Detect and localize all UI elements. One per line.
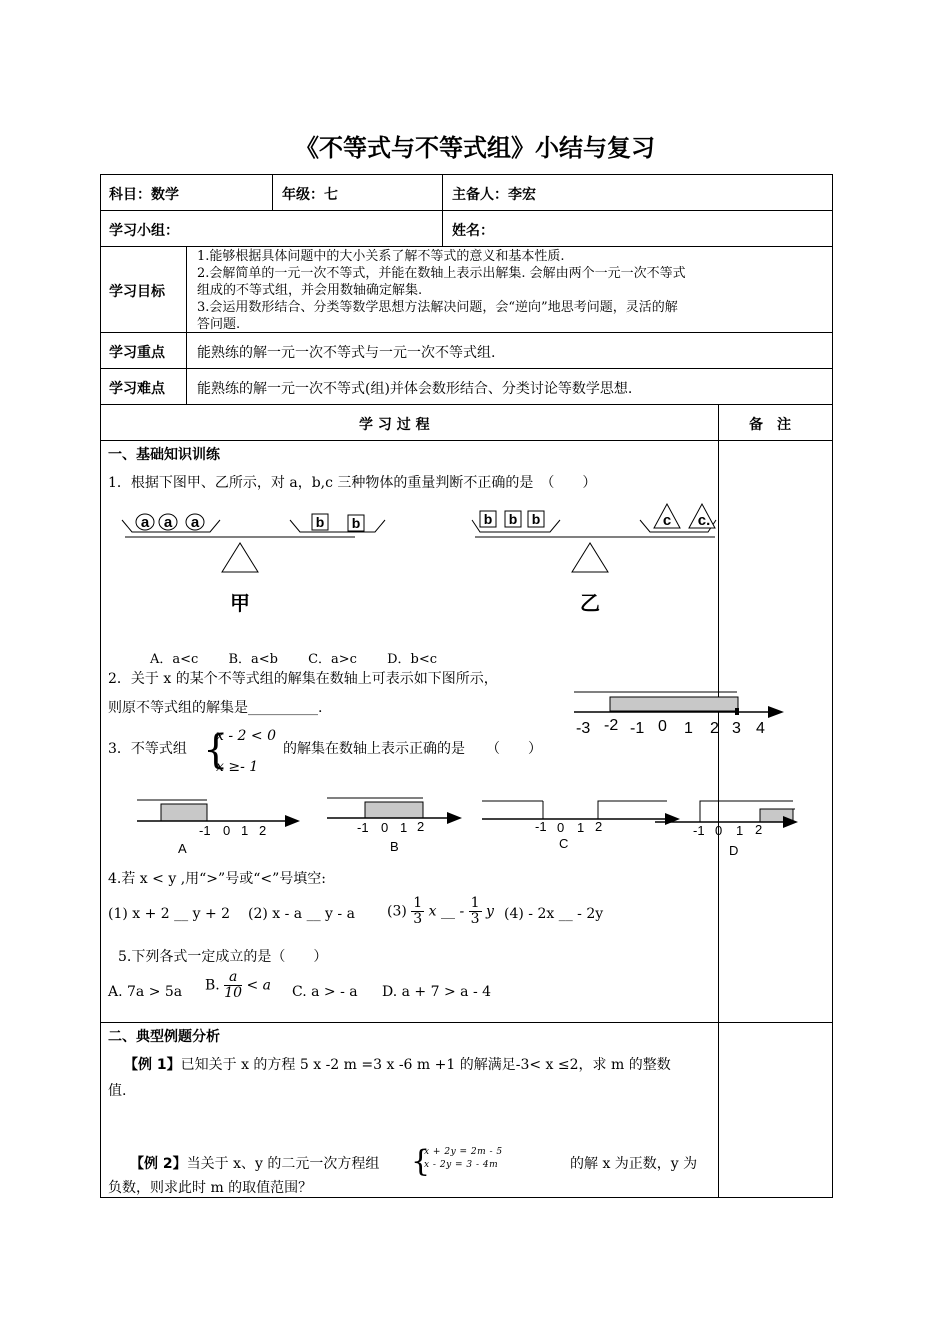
c-lbl--1: -1 — [535, 819, 547, 834]
a-lbl--1: -1 — [199, 823, 211, 838]
focus-text: 能熟练的解一元一次不等式与一元一次不等式组. — [197, 345, 496, 361]
goals-text: 1.能够根据具体问题中的大小关系了解不等式的意义和基本性质. 2.会解简单的一元一次不等式，并能在数轴上表示出解集. 会解由两个一元一次不等式 组成的不等式组，并会用数轴确定解集. 3.会运用数形结合、分类等数学思想方法解决问题，会“逆向”地思考问题，灵活的解 答问题. — [197, 249, 686, 332]
q2-label--1: -1 — [630, 720, 645, 737]
a-lbl-2: 2 — [259, 823, 267, 838]
grade-cell: 年级：七 — [282, 187, 338, 203]
q3-system-eq1: x - 2 < 0 — [216, 728, 276, 744]
d-lbl-2: 2 — [755, 822, 763, 837]
q5-option-b: B. $\frac{a}{10}$ < a — [205, 969, 272, 1001]
choice-d-line — [655, 801, 798, 858]
b-lbl--1: -1 — [357, 820, 369, 835]
q2-arrow — [768, 706, 784, 718]
q3-number-lines — [135, 795, 815, 865]
q4-part3-end: y — [486, 903, 494, 920]
q5-option-a: A. 7a > 5a — [108, 984, 183, 1000]
q2-number-line — [572, 688, 792, 738]
subject-cell: 科目：数学 — [109, 187, 179, 203]
notes-header: 备 注 — [749, 417, 791, 433]
q4-part3-prefix: (3) — [387, 903, 407, 920]
q4-part2: (2) x - a __ y - a — [248, 906, 355, 922]
b-lbl-1: 1 — [400, 820, 408, 835]
weight-b2-label: b — [351, 515, 361, 531]
choice-c-label: C — [559, 836, 569, 851]
scale-jia — [122, 514, 385, 615]
goals-label: 学习目标 — [109, 284, 165, 300]
weight-a1-label: a — [140, 514, 150, 531]
q1-stem: 1．根据下图甲、乙所示，对 a，b,c 三种物体的重量判断不正确的是 （ ） — [108, 475, 597, 491]
q4-part4: (4) - 2x __ - 2y — [504, 906, 604, 922]
q2-shaded-region — [610, 697, 738, 711]
q2-label-3: 3 — [732, 720, 741, 737]
q2-line2: 则原不等式组的解集是__________. — [108, 700, 323, 716]
focus-label: 学习重点 — [109, 345, 165, 361]
choice-b-line — [327, 798, 462, 854]
example2-post: 的解 x 为正数，y 为 — [570, 1156, 698, 1172]
balance-scales-figure — [100, 500, 720, 620]
choice-d-label: D — [729, 843, 739, 858]
q3-prefix: 3．不等式组 — [108, 741, 187, 757]
example2-tag: 【例 2】 — [130, 1156, 187, 1172]
c-lbl-0: 0 — [557, 820, 565, 835]
weight-c2-label: c. — [697, 512, 711, 529]
b-lbl-2: 2 — [417, 819, 425, 834]
page-title: 《不等式与不等式组》小结与复习 — [295, 134, 655, 162]
q5-option-d: D. a + 7 > a - 4 — [382, 984, 492, 1000]
a-lbl-1: 1 — [241, 823, 249, 838]
d-lbl-1: 1 — [736, 823, 744, 838]
weight-b5-label: b — [531, 511, 541, 527]
example2 — [130, 1153, 379, 1173]
d-lbl-0: 0 — [715, 823, 723, 838]
q3-suffix: 的解集在数轴上表示正确的是 （ ） — [283, 741, 542, 757]
difficulty-label: 学习难点 — [109, 381, 165, 397]
weight-a3-label: a — [190, 514, 200, 531]
q3-system-eq2: x ≥- 1 — [216, 759, 259, 775]
name-cell: 姓名： — [452, 223, 494, 239]
section1-title: 一、基础知识训练 — [108, 447, 220, 463]
choice-b-label: B — [390, 839, 399, 854]
choice-a-line — [137, 800, 300, 856]
example1-line1: 已知关于 x 的方程 5 x -2 m =3 x -6 m +1 的解满足-3< x ≤2，求 m 的整数 — [180, 1057, 671, 1073]
q2-label-2: 2 — [710, 720, 719, 737]
q5-stem: 5.下列各式一定成立的是（ ） — [118, 949, 328, 965]
weight-b1-label: b — [315, 514, 325, 530]
caption-yi: 乙 — [580, 593, 600, 615]
q2-label--3: -3 — [576, 720, 591, 737]
c-lbl-2: 2 — [595, 819, 603, 834]
c-lbl-1: 1 — [577, 820, 585, 835]
q5-frac: $\frac{a}{10}$ — [224, 969, 243, 1001]
a-lbl-0: 0 — [223, 823, 231, 838]
weight-b4-label: b — [508, 511, 518, 527]
q2-line1: 2．关于 x 的某个不等式组的解集在数轴上可表示如下图所示， — [108, 671, 498, 687]
weight-c1-label: c — [662, 512, 672, 529]
q2-label--2: -2 — [604, 717, 619, 734]
d-lbl--1: -1 — [693, 823, 705, 838]
q2-label-4: 4 — [756, 720, 765, 737]
q5-option-c: C. a > - a — [292, 984, 358, 1000]
b-lbl-0: 0 — [381, 820, 389, 835]
example2-eq1: x + 2y = 2m - 5 — [424, 1147, 503, 1157]
example2-eq2: x - 2y = 3 - 4m — [424, 1160, 499, 1170]
example1 — [124, 1054, 671, 1074]
q2-label-0: 0 — [658, 718, 667, 735]
q1-options: A．a<c B．a<b C．a>c D．b<c — [150, 652, 438, 667]
choice-c-line — [482, 801, 680, 851]
difficulty-text: 能熟练的解一元一次不等式(组)并体会数形结合、分类讨论等数学思想. — [197, 381, 633, 397]
section2-title: 二、典型例题分析 — [108, 1029, 220, 1045]
caption-jia: 甲 — [230, 593, 250, 615]
q4-part3-mid: x __ - — [428, 903, 465, 920]
example1-line2: 值. — [108, 1083, 127, 1099]
q2-label-1: 1 — [684, 720, 693, 737]
q2-endpoint — [735, 708, 739, 715]
q3-brace: { — [203, 727, 229, 773]
q4-frac2: $\frac{1}{3}$ — [470, 895, 480, 927]
q4-part3 — [387, 896, 494, 927]
example2-brace: { — [411, 1144, 431, 1179]
scale-yi — [472, 504, 716, 615]
preparer-cell: 主备人：李宏 — [452, 187, 536, 203]
example2-line2: 负数，则求此时 m 的取值范围？ — [108, 1180, 313, 1196]
weight-a2-label: a — [163, 514, 173, 531]
example2-pre: 当关于 x、y 的二元一次方程组 — [186, 1156, 380, 1172]
q2-tick-labels — [576, 717, 765, 737]
example1-tag: 【例 1】 — [124, 1057, 181, 1073]
q4-frac1: $\frac{1}{3}$ — [413, 895, 423, 927]
group-cell: 学习小组： — [109, 223, 179, 239]
process-header: 学 习 过 程 — [359, 417, 430, 433]
q4-stem: 4.若 x < y ,用“>”号或“<”号填空: — [108, 871, 326, 887]
q4-part1: (1) x + 2 __ y + 2 — [108, 906, 231, 922]
choice-a-label: A — [178, 841, 187, 856]
weight-b3-label: b — [483, 511, 493, 527]
